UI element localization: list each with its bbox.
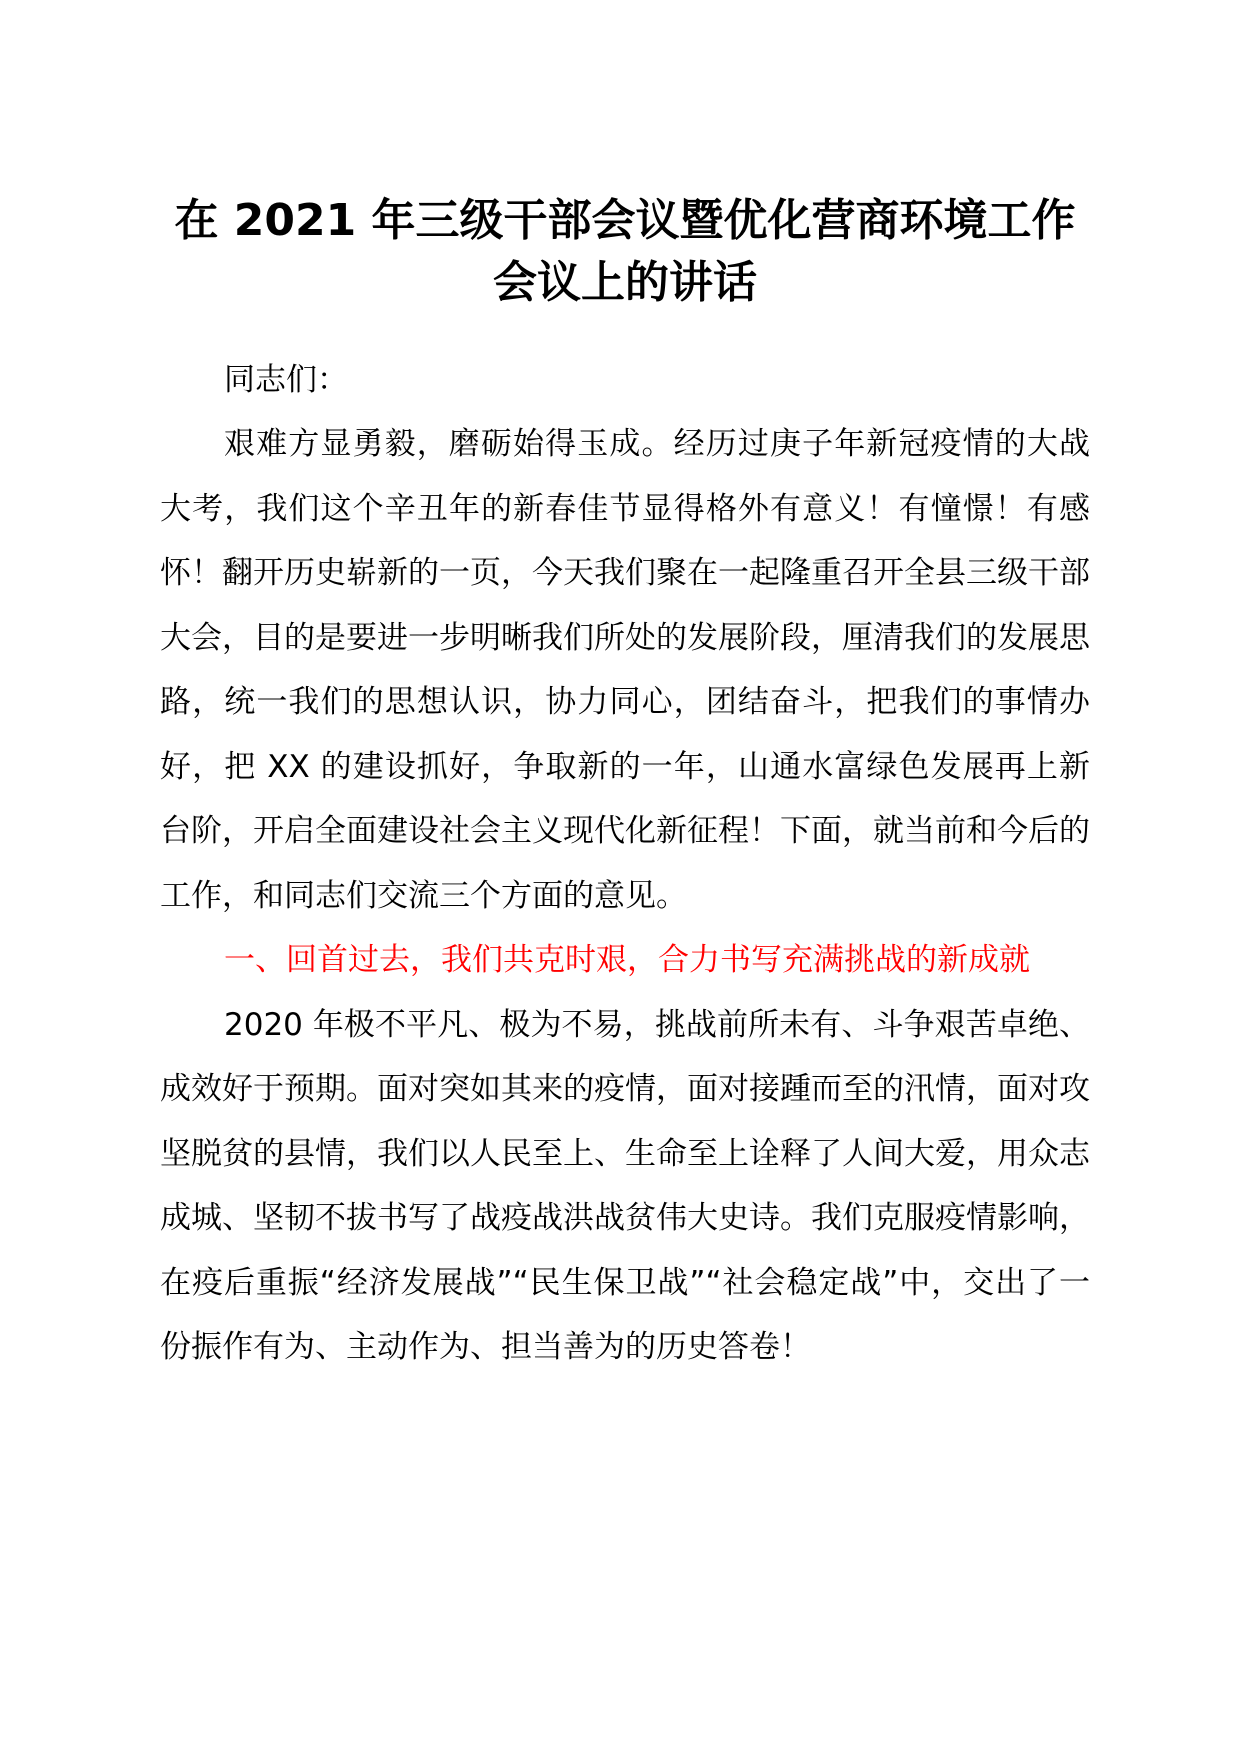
title-line-2: 会议上的讲话 [493, 257, 757, 308]
document-title [160, 190, 1090, 314]
title-line-1: 在 2021 年三级干部会议暨优化营商环境工作 [174, 195, 1076, 246]
paragraph-intro: 艰难方显勇毅，磨砺始得玉成。经历过庚子年新冠疫情的大战大考，我们这个辛丑年的新春佳节显得格外有意义！有憧憬！有感怀！翻开历史崭新的一页，今天我们聚在一起隆重召开全县三级干部大会，目的是要进一步明晰我们所处的发展阶段，厘清我们的发展思路，统一我们的思想认识，协力同心，团结奋斗，把我们的事情办好，把 XX 的建设抓好，争取新的一年，山通水富绿色发展再上新台阶，开启全面建设社会主义现代化新征程！下面，就当前和今后的工作，和同志们交流三个方面的意见。 [160, 426, 1090, 914]
section-heading-1: 一、回首过去，我们共克时艰，合力书写充满挑战的新成就 [224, 942, 1030, 978]
paragraph-2020-review: 2020 年极不平凡、极为不易，挑战前所未有、斗争艰苦卓绝、成效好于预期。面对突如其来的疫情，面对接踵而至的汛情，面对攻坚脱贫的县情，我们以人民至上、生命至上诠释了人间大爱，用众志成城、坚韧不拔书写了战疫战洪战贫伟大史诗。我们克服疫情影响，在疫后重振“经济发展战”“民生保卫战”“社会稳定战”中，交出了一份振作有为、主动作为、担当善为的历史答卷！ [160, 1006, 1090, 1365]
salutation: 同志们： [224, 362, 348, 398]
document-page [160, 190, 1090, 1380]
